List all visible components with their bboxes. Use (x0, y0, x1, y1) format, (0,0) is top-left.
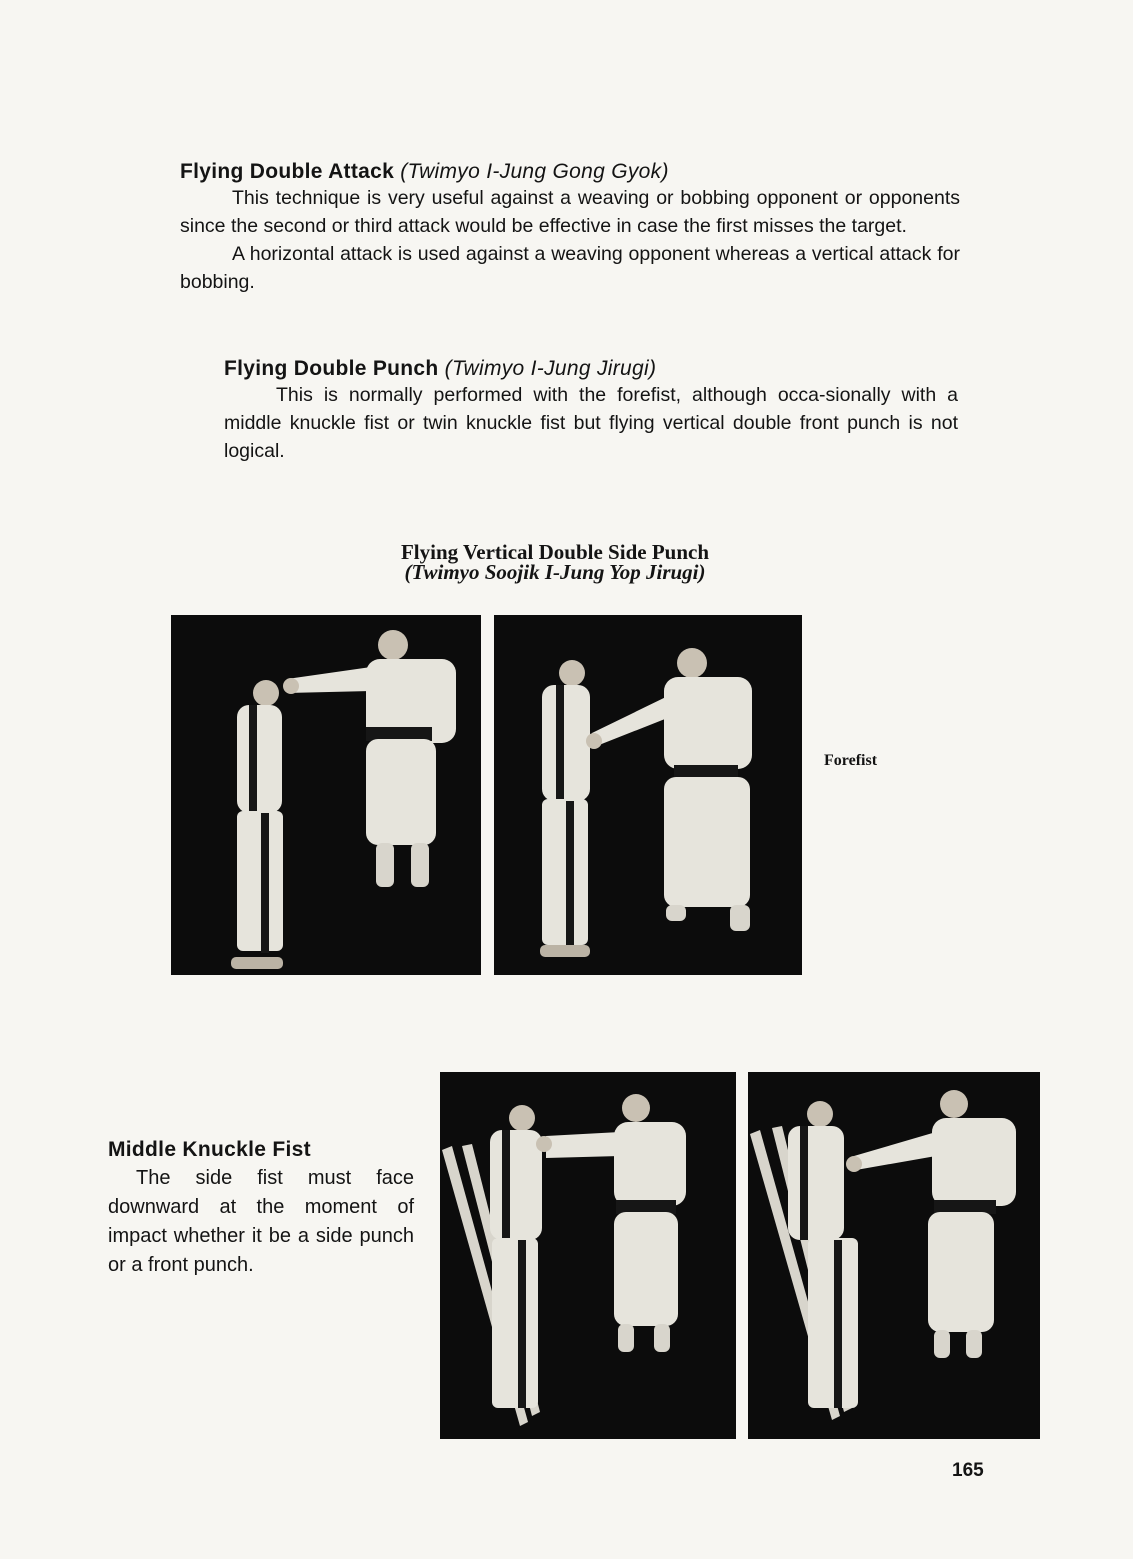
section-heading (180, 160, 960, 184)
standing-partner (490, 1105, 542, 1408)
section-heading (224, 357, 958, 381)
photo-middle-knuckle-2 (748, 1072, 1040, 1439)
jumping-attacker (536, 1094, 686, 1352)
photo-illustration (440, 1072, 736, 1439)
paragraph: This technique is very useful against a weaving or bobbing opponent or opponents since the second or third attack would be effective in case the first misses the target. (180, 187, 960, 237)
heading-title: Flying Double Attack (180, 160, 395, 183)
caption-line: Flying Vertical Double Side Punch (400, 540, 710, 564)
photo-illustration (494, 615, 802, 975)
paragraph: A horizontal attack is used against a weaving opponent whereas a vertical attack for bobbing. (180, 243, 960, 293)
section-flying-double-punch (224, 357, 958, 465)
paragraph: The side fist must face downward at the moment of impact whether it be a side punch or a front punch. (108, 1167, 414, 1276)
jumping-attacker (846, 1090, 1016, 1358)
photo-flying-side-punch-1 (171, 615, 481, 975)
standing-partner (540, 660, 590, 957)
heading-title: Flying Double Punch (224, 357, 439, 380)
section-flying-double-attack (180, 160, 960, 296)
photo-middle-knuckle-1 (440, 1072, 736, 1439)
page-number: 165 (952, 1460, 984, 1481)
figure-caption (300, 542, 810, 582)
photo-label: Forefist (824, 752, 878, 769)
heading-subtitle: (Twimyo I-Jung Jirugi) (444, 357, 657, 380)
caption-line-italic: (Twimyo Soojik I-Jung Yop Jirugi) (404, 560, 706, 584)
standing-partner (231, 680, 283, 969)
section-heading: Middle Knuckle Fist (108, 1138, 311, 1161)
photo-illustration (171, 615, 481, 975)
heading-subtitle: (Twimyo I-Jung Gong Gyok) (400, 160, 669, 183)
paragraph: This is normally performed with the forefist, although occa-sionally with a middle knuckle fist or twin knuckle fist but flying vertical double front punch is not logical. (224, 384, 958, 462)
standing-partner (788, 1101, 858, 1408)
photo-illustration (748, 1072, 1040, 1439)
section-middle-knuckle-fist (108, 1138, 414, 1280)
jumping-attacker (283, 630, 456, 887)
photo-flying-side-punch-2 (494, 615, 802, 975)
jumping-attacker (586, 648, 752, 931)
